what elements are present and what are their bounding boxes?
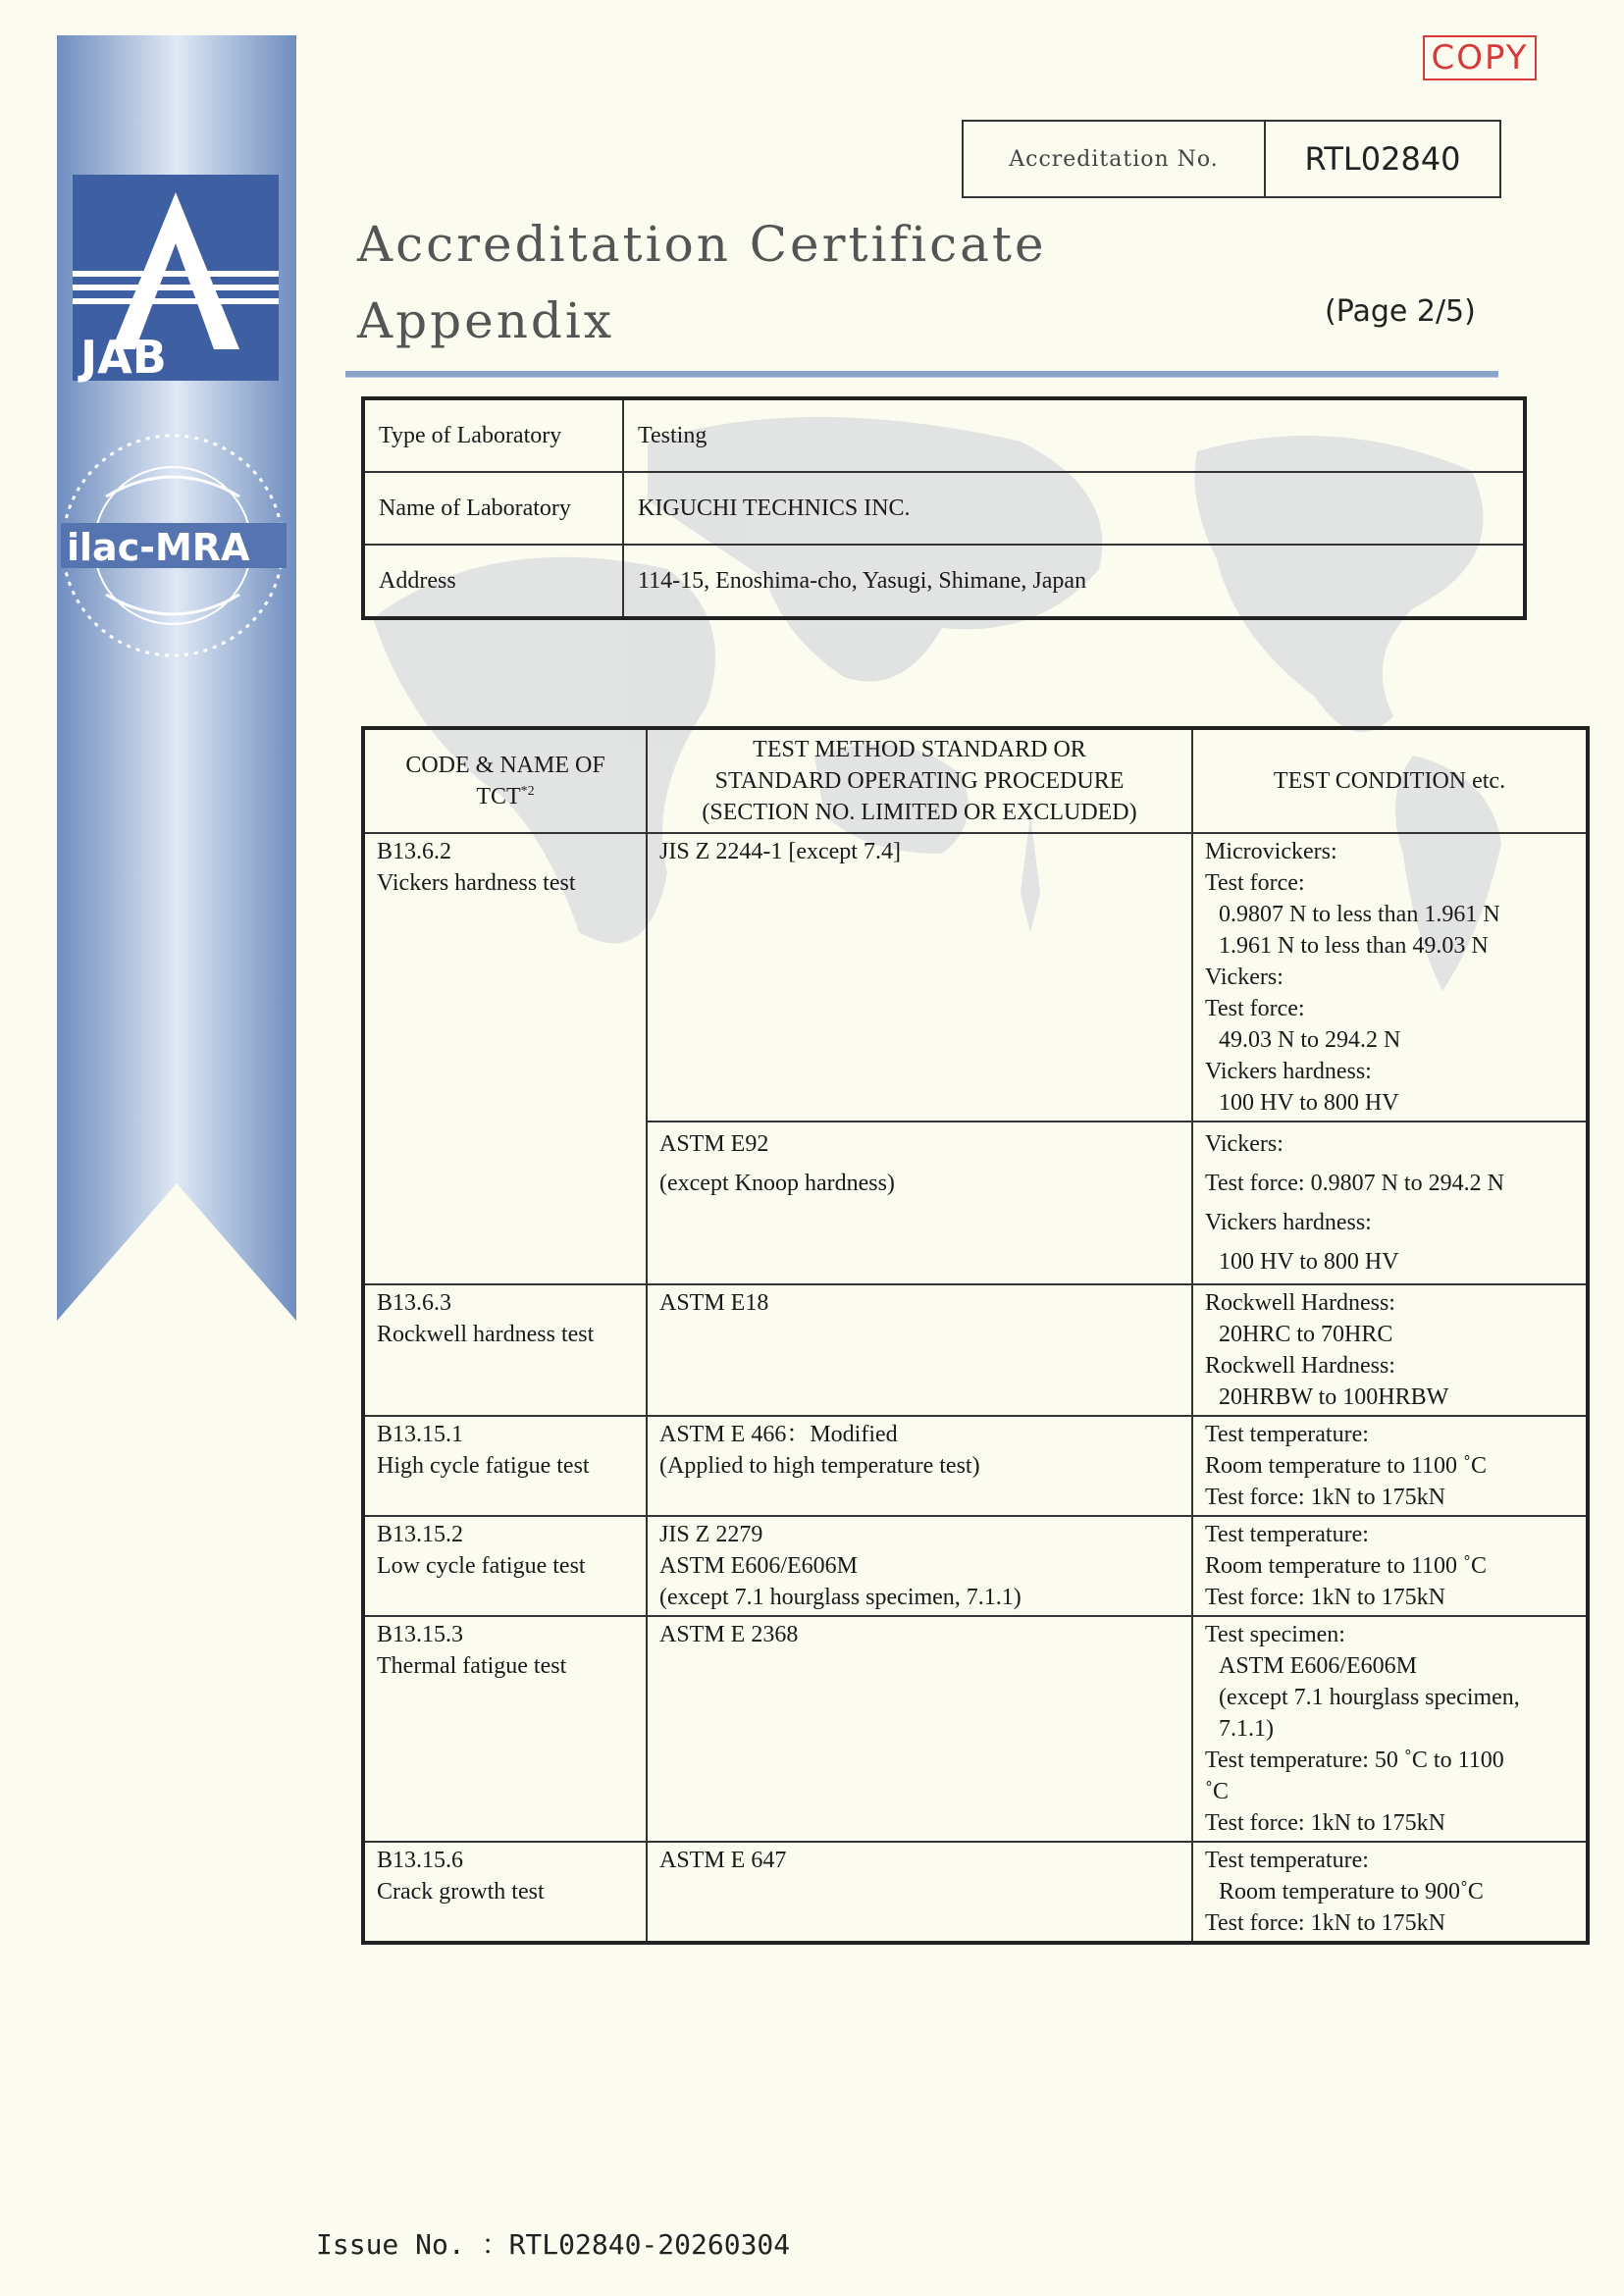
test-condition-line: Vickers hardness: — [1205, 1059, 1372, 1084]
test-method-cell — [647, 1122, 1192, 1284]
jab-logo — [73, 175, 279, 384]
test-condition-line: ˚C — [1205, 1779, 1229, 1804]
tct-code-name-cell — [363, 1516, 647, 1616]
header-test-method: TEST METHOD STANDARD OR STANDARD OPERATING PROCEDURE (SECTION NO. LIMITED OR EXCLUDED) — [647, 728, 1192, 833]
accreditation-label: Accreditation No. — [964, 122, 1266, 196]
tct-code: B13.6.3 — [377, 1290, 452, 1316]
test-method-line: JIS Z 2279 — [659, 1522, 763, 1547]
test-method-cell — [647, 1284, 1192, 1416]
test-scope-table — [361, 726, 1590, 1945]
lab-address-value: 114-15, Enoshima-cho, Yasugi, Shimane, Japan — [623, 545, 1525, 618]
lab-address-label: Address — [363, 545, 623, 618]
test-condition-line: Test force: 1kN to 175kN — [1205, 1585, 1445, 1610]
table-row — [363, 1284, 1588, 1416]
table-row — [363, 1616, 1588, 1842]
tct-name: Thermal fatigue test — [377, 1653, 567, 1679]
lab-name-label: Name of Laboratory — [363, 472, 623, 545]
test-condition-line: Test force: 1kN to 175kN — [1205, 1485, 1445, 1510]
test-condition-cell — [1192, 1284, 1588, 1416]
tct-name: Vickers hardness test — [377, 870, 576, 896]
test-method-line: (except Knoop hardness) — [659, 1171, 895, 1196]
svg-text:JAB: JAB — [80, 331, 167, 384]
table-row — [363, 545, 1525, 618]
test-condition-line: Room temperature to 1100 ˚C — [1205, 1453, 1488, 1479]
title-rule — [345, 371, 1498, 378]
tct-code-name-cell — [363, 1616, 647, 1842]
test-condition-line: ASTM E606/E606M — [1219, 1653, 1418, 1679]
header-code-name: CODE & NAME OF TCT$^{*2}$ — [363, 728, 647, 833]
tct-code-name-cell — [363, 1416, 647, 1516]
tct-name: Crack growth test — [377, 1879, 545, 1905]
test-condition-line: Test force: 1kN to 175kN — [1205, 1810, 1445, 1836]
test-condition-line: Test specimen: — [1205, 1622, 1345, 1647]
test-condition-line: Test temperature: — [1205, 1422, 1369, 1447]
test-method-line: ASTM E 2368 — [659, 1622, 799, 1647]
lab-type-value: Testing — [623, 398, 1525, 472]
test-condition-line: 7.1.1) — [1219, 1716, 1274, 1742]
tct-name: Rockwell hardness test — [377, 1322, 595, 1347]
test-method-cell — [647, 1416, 1192, 1516]
tct-code-name-cell — [363, 1842, 647, 1943]
test-condition-line: Test force: — [1205, 870, 1305, 896]
test-method-line: ASTM E92 — [659, 1131, 769, 1157]
test-method-cell — [647, 1842, 1192, 1943]
test-condition-line: Test force: — [1205, 996, 1305, 1021]
test-condition-line: Test temperature: — [1205, 1848, 1369, 1873]
table-row — [363, 833, 1588, 1122]
jab-ribbon — [57, 35, 296, 1321]
test-condition-line: Room temperature to 1100 ˚C — [1205, 1553, 1488, 1579]
tct-code: B13.15.3 — [377, 1622, 464, 1647]
test-method-line: (Applied to high temperature test) — [659, 1453, 980, 1479]
test-method-line: (except 7.1 hourglass specimen, 7.1.1) — [659, 1585, 1022, 1610]
test-method-line: ASTM E 647 — [659, 1848, 787, 1873]
test-condition-line: Room temperature to 900˚C — [1219, 1879, 1484, 1905]
table-row — [363, 398, 1525, 472]
test-condition-line: Rockwell Hardness: — [1205, 1290, 1395, 1316]
tct-name: Low cycle fatigue test — [377, 1553, 586, 1579]
test-condition-line: Test temperature: 50 ˚C to 1100 — [1205, 1748, 1504, 1773]
test-condition-line: (except 7.1 hourglass specimen, — [1219, 1685, 1520, 1710]
test-condition-line: 20HRBW to 100HRBW — [1219, 1384, 1449, 1410]
test-condition-line: Microvickers: — [1205, 839, 1337, 864]
title-line-2: Appendix — [357, 292, 615, 349]
test-condition-cell — [1192, 1616, 1588, 1842]
test-rows — [363, 833, 1588, 1943]
table-row — [363, 1416, 1588, 1516]
test-method-line: ASTM E18 — [659, 1290, 769, 1316]
test-condition-line: Test force: 0.9807 N to 294.2 N — [1205, 1171, 1504, 1196]
page-title — [357, 208, 1047, 357]
test-condition-cell — [1192, 1122, 1588, 1284]
copy-stamp: COPY — [1423, 35, 1537, 80]
test-method-line: ASTM E606/E606M — [659, 1553, 859, 1579]
svg-text:ilac-MRA: ilac-MRA — [67, 526, 250, 569]
table-row — [363, 472, 1525, 545]
tct-code: B13.15.2 — [377, 1522, 464, 1547]
test-method-cell — [647, 1516, 1192, 1616]
tct-code: B13.6.2 — [377, 839, 452, 864]
test-condition-cell — [1192, 833, 1588, 1122]
test-condition-line: Vickers hardness: — [1205, 1210, 1372, 1235]
tct-code-name-cell — [363, 833, 647, 1284]
test-condition-line: Test force: 1kN to 175kN — [1205, 1910, 1445, 1936]
accreditation-number-box — [962, 120, 1501, 198]
tct-code: B13.15.1 — [377, 1422, 464, 1447]
table-row — [363, 1516, 1588, 1616]
test-condition-line: Vickers: — [1205, 1131, 1283, 1157]
test-condition-cell — [1192, 1516, 1588, 1616]
test-condition-line: 20HRC to 70HRC — [1219, 1322, 1393, 1347]
test-condition-line: Test temperature: — [1205, 1522, 1369, 1547]
lab-info-table — [361, 396, 1527, 620]
test-condition-cell — [1192, 1416, 1588, 1516]
test-condition-cell — [1192, 1842, 1588, 1943]
issue-number: Issue No. ：RTL02840-20260304 — [316, 2228, 791, 2261]
test-condition-line: 100 HV to 800 HV — [1219, 1249, 1399, 1275]
tct-name: High cycle fatigue test — [377, 1453, 590, 1479]
test-condition-line: 100 HV to 800 HV — [1219, 1090, 1399, 1116]
table-row — [363, 1842, 1588, 1943]
lab-name-value: KIGUCHI TECHNICS INC. — [623, 472, 1525, 545]
tct-code-name-cell — [363, 1284, 647, 1416]
test-method-cell — [647, 1616, 1192, 1842]
test-condition-line: 49.03 N to 294.2 N — [1219, 1027, 1401, 1053]
test-method-line: ASTM E 466：Modified — [659, 1422, 898, 1447]
test-condition-line: Vickers: — [1205, 965, 1283, 990]
header-test-condition: TEST CONDITION etc. — [1192, 728, 1588, 833]
accreditation-number: RTL02840 — [1304, 140, 1461, 178]
test-condition-line: Rockwell Hardness: — [1205, 1353, 1395, 1379]
lab-type-label: Type of Laboratory — [363, 398, 623, 472]
test-method-line: JIS Z 2244-1 [except 7.4] — [659, 839, 901, 864]
page-number: (Page 2/5) — [1325, 294, 1476, 329]
table-header-row — [363, 728, 1588, 833]
test-method-cell — [647, 833, 1192, 1122]
test-condition-line: 0.9807 N to less than 1.961 N — [1219, 902, 1500, 927]
tct-code: B13.15.6 — [377, 1848, 464, 1873]
title-line-1: Accreditation Certificate — [357, 216, 1047, 273]
test-condition-line: 1.961 N to less than 49.03 N — [1219, 933, 1489, 959]
